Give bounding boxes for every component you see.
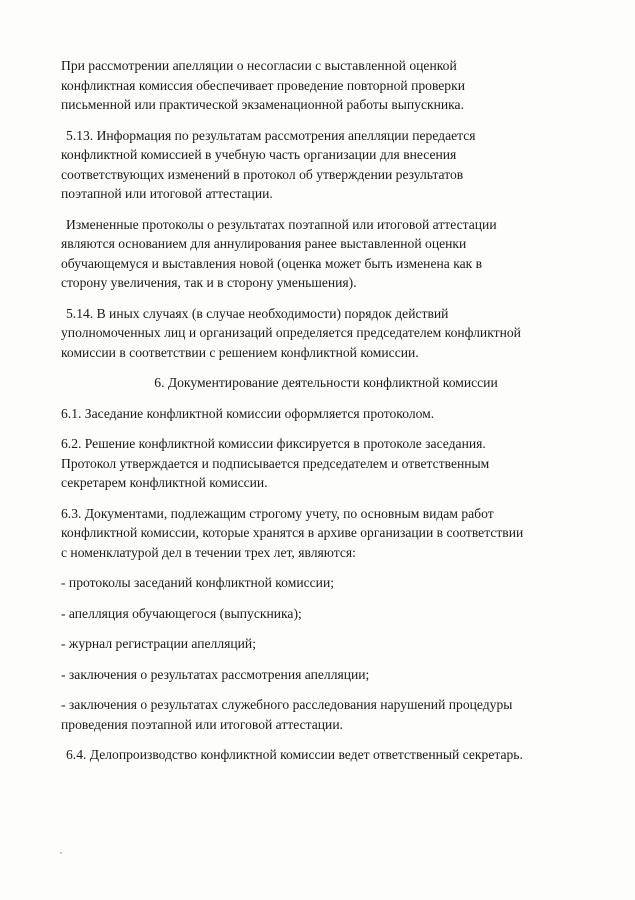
scan-speck xyxy=(60,852,62,854)
paragraph-changed-protocols: Измененные протоколы о результатах поэтапной или итоговой аттестации являются основанием для аннулирования ранее выставленной оценки обучающемуся и выставления новой (оценка может быть изменена как в сторону увеличения, так и в сторону уменьшения). xyxy=(61,216,497,290)
paragraph-5-14: 5.14. В иных случаях (в случае необходимости) порядок действий уполномоченных лиц и организаций определяется председателем конфликтной комиссии в соответствии с решением конфликтной комиссии. xyxy=(61,305,521,360)
paragraph-appeal-review: При рассмотрении апелляции о несогласии с выставленной оценкой конфликтная комиссия обеспечивает проведение повторной проверки письменной или практической экзаменационной работы выпускника. xyxy=(61,58,465,112)
paragraph-6-4: 6.4. Делопроизводство конфликтной комиссии ведет ответственный секретарь. xyxy=(66,747,523,762)
list-item: - журнал регистрации апелляций; xyxy=(61,636,256,651)
paragraph-6-2: 6.2. Решение конфликтной комиссии фиксируется в протоколе заседания. Протокол утверждается и подписывается председателем и ответственным секретарем конфликтной комиссии. xyxy=(61,436,490,490)
documents-list xyxy=(61,573,591,734)
section-heading: 6. Документирование деятельности конфликтной комиссии xyxy=(154,375,498,390)
paragraph-6-3: 6.3. Документами, подлежащим строгому учету, по основным видам работ конфликтной комиссии, которые хранятся в архиве организации в соответствии с номенклатурой дел в течении трех лет, являются: xyxy=(61,505,524,560)
paragraph-6-1: 6.1. Заседание конфликтной комиссии оформляется протоколом. xyxy=(61,405,435,421)
paragraph-5-13: 5.13. Информация по результатам рассмотрения апелляции передается конфликтной комиссией в учебную часть организации для внесения соответствующих изменений в протокол об утверждении результатов поэтапной или итоговой аттестации. xyxy=(61,127,476,201)
list-item: - протоколы заседаний конфликтной комиссии; xyxy=(61,575,334,590)
list-item: - апелляция обучающегося (выпускника); xyxy=(61,605,302,621)
list-item: - заключения о результатах рассмотрения апелляции; xyxy=(61,666,370,682)
document-body xyxy=(61,56,591,776)
list-item: - заключения о результатах служебного расследования нарушений процедуры проведения поэтапной или итоговой аттестации. xyxy=(61,697,513,732)
